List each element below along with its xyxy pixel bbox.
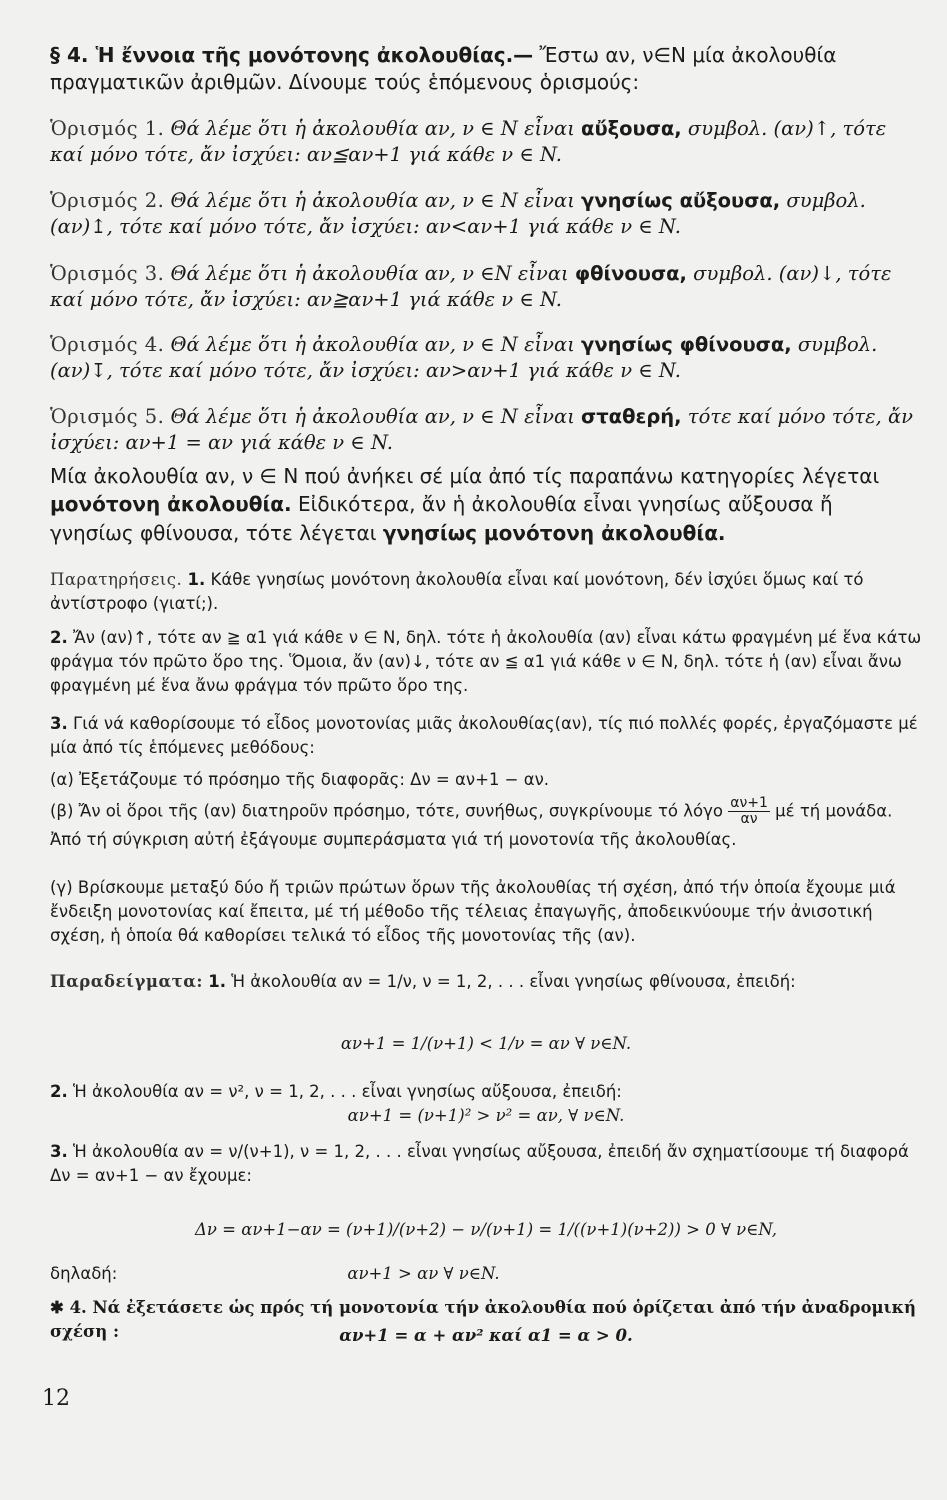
term-monotone: μονότονη ἀκολουθία. <box>50 492 292 517</box>
definition-text: συμβολ. (αν)↓, τότε καί μόνο τότε, ἄν ἰσχύει: αν≧αν+1 γιά κάθε ν ∈ N. <box>50 262 892 311</box>
remark-text: Κάθε γνησίως μονότονη ἀκολουθία εἶναι καί μονότονη, δέν ἰσχύει ὅμως καί τό ἀντίστροφο (γιατί;). <box>50 570 864 613</box>
page-number: 12 <box>42 1386 70 1411</box>
method-c <box>50 876 922 948</box>
definition-1 <box>50 116 922 168</box>
definition-term: σταθερή, <box>581 405 682 428</box>
example-3 <box>50 1140 922 1188</box>
definition-label: Ὁρισμός 4. <box>50 333 165 356</box>
example-number: 3. <box>50 1142 68 1161</box>
definition-text: Θά λέμε ὅτι ἡ ἀκολουθία αν, ν ∈N εἶναι <box>170 262 569 285</box>
paragraph-text: Εἰδικότερα, ἄν ἡ ἀκολουθία εἶναι γνησίως αὔξουσα ἤ γνησίως φθίνουσα, τότε λέγεται <box>50 492 833 545</box>
remark-text: Γιά νά καθορίσουμε τό εἶδος μονοτονίας μιᾶς ἀκολουθίας(αν), τίς πιό πολλές φορές, ἐργαζόμαστε μέ μία ἀπό τίς ἑπόμενες μεθόδους: <box>50 714 918 757</box>
remark-number: 1. <box>187 570 206 589</box>
fraction-numerator: αν+1 <box>730 795 768 811</box>
definition-label: Ὁρισμός 2. <box>50 189 165 212</box>
method-text: μέ τή μονάδα. Ἀπό τή σύγκριση αὐτή ἐξάγουμε συμπεράσματα γιά τή μονοτονία τῆς ἀκολουθίας. <box>50 801 893 849</box>
method-text: (β) Ἄν οἱ ὅροι τῆς (αν) διατηροῦν πρόσημο, τότε, συνήθως, συγκρίνουμε τό λόγο <box>50 801 723 821</box>
definition-4 <box>50 332 922 384</box>
definition-3 <box>50 261 922 313</box>
definition-label: Ὁρισμός 5. <box>50 405 165 428</box>
example-1 <box>50 970 922 994</box>
example-1-formula <box>50 1032 922 1056</box>
definition-label: Ὁρισμός 1. <box>50 117 165 140</box>
section-intro: Ἔστω αν, ν∈N μία ἀκολουθία πραγματικῶν ἀριθμῶν. Δίνουμε τούς ἑπόμενους ὁρισμούς: <box>50 43 837 94</box>
method-text: (α) Ἐξετάζουμε τό πρόσημο τῆς διαφορᾶς: Δν = αν+1 − αν. <box>50 770 550 789</box>
example-text: Ἡ ἀκολουθία αν = ν/(ν+1), ν = 1, 2, . . . εἶναι γνησίως αὔξουσα, ἐπειδή ἄν σχηματίσουμε τή διαφορά Δν = αν+1 − αν ἔχουμε: <box>50 1142 909 1185</box>
exercise-number: ✱ 4. <box>50 1298 87 1317</box>
definition-term: γνησίως αὔξουσα, <box>581 189 781 212</box>
section-paragraph <box>50 42 922 95</box>
conclusion-label: δηλαδή: <box>50 1264 118 1283</box>
remark-number: 2. <box>50 628 68 647</box>
method-b <box>50 796 922 852</box>
example-text: Ἡ ἀκολουθία αν = 1/ν, ν = 1, 2, . . . εἶναι γνησίως φθίνουσα, ἐπειδή: <box>231 972 796 991</box>
definition-text: Θά λέμε ὅτι ἡ ἀκολουθία αν, ν ∈ N εἶναι <box>170 117 575 140</box>
definition-term: αὔξουσα, <box>581 117 682 140</box>
definition-5 <box>50 404 922 456</box>
example-number: 1. <box>208 972 227 991</box>
example-text: Ἡ ἀκολουθία αν = ν², ν = 1, 2, . . . εἶναι γνησίως αὔξουσα, ἐπειδή: <box>73 1082 622 1101</box>
paragraph-text: Μία ἀκολουθία αν, ν ∈ N πού ἀνήκει σέ μία ἀπό τίς παραπάνω κατηγορίες λέγεται <box>50 464 880 488</box>
exercise-4-formula <box>50 1324 922 1348</box>
fraction-denominator: αν <box>740 811 758 828</box>
definition-2 <box>50 188 922 240</box>
method-a <box>50 768 922 792</box>
remarks-label: Παρατηρήσεις. <box>50 570 183 589</box>
example-2 <box>50 1080 922 1104</box>
remark-text: Ἄν (αν)↑, τότε αν ≧ α1 γιά κάθε ν ∈ N, δηλ. τότε ἡ ἀκολουθία (αν) εἶναι κάτω φραγμένη μέ ἕνα κάτω φράγμα τόν πρῶτο ὅρο της. Ὅμοια, ἄν (αν)↓, τότε αν ≦ α1 γιά κάθε ν ∈ N, δηλ. τότε ἡ (αν) εἶναι ἄνω φραγμένη μέ ἕνα ἄνω φράγμα τόν πρῶτο ὅρο της. <box>50 628 922 695</box>
examples-label: Παραδείγματα: <box>50 972 204 991</box>
term-strictly-monotone: γνησίως μονότονη ἀκολουθία. <box>382 520 726 545</box>
monotone-paragraph <box>50 462 922 547</box>
formula: Δν = αν+1−αν = (ν+1)/(ν+2) − ν/(ν+1) = 1/((ν+1)(ν+2)) > 0 ∀ ν∈N, <box>194 1220 778 1239</box>
definition-text: συμβολ. (αν)↑, τότε καί μόνο τότε, ἄν ἰσχύει: αν≦αν+1 γιά κάθε ν ∈ N. <box>50 117 887 166</box>
remark-1 <box>50 568 922 616</box>
definition-text: συμβολ. (αν)↥, τότε καί μόνο τότε, ἄν ἰσχύει: αν<αν+1 γιά κάθε ν ∈ N. <box>50 189 866 238</box>
definition-text: τότε καί μόνο τότε, ἄν ἰσχύει: αν+1 = αν γιά κάθε ν ∈ N. <box>50 405 913 454</box>
section-heading: § 4. Ἡ ἔννοια τῆς μονότονης ἀκολουθίας.— <box>50 43 534 67</box>
formula: αν+1 > αν ∀ ν∈N. <box>347 1264 500 1283</box>
method-text: (γ) Βρίσκουμε μεταξύ δύο ἤ τριῶν πρώτων ὅρων τῆς ἀκολουθίας τή σχέση, ἀπό τήν ὁποία ἔχουμε μιά ἔνδειξη μονοτονίας καί ἔπειτα, μέ τή μέθοδο τῆς τέλειας ἐπαγωγῆς, ἀποδεικνύουμε τήν ἀνισοτική σχέση, ἡ ὁποία θά καθορίσει τελικά τό εἶδος τῆς μονοτονίας τῆς (αν). <box>50 878 896 945</box>
exercise-text: Νά ἐξετάσετε ὡς πρός τή μονοτονία τήν ἀκολουθία πού ὁρίζεται ἀπό τήν ἀναδρομική σχέση : <box>50 1298 916 1341</box>
definition-label: Ὁρισμός 3. <box>50 262 165 285</box>
example-number: 2. <box>50 1082 68 1101</box>
example-3-conclusion <box>50 1262 922 1286</box>
remark-number: 3. <box>50 714 68 733</box>
definition-text: συμβολ. (αν)↧, τότε καί μόνο τότε, ἄν ἰσχύει: αν>αν+1 γιά κάθε ν ∈ N. <box>50 333 878 382</box>
ratio-fraction <box>728 796 770 828</box>
formula: αν+1 = (ν+1)² > ν² = αν, ∀ ν∈N. <box>347 1106 625 1125</box>
definition-text: Θά λέμε ὅτι ἡ ἀκολουθία αν, ν ∈ N εἶναι <box>170 189 575 212</box>
remark-3 <box>50 712 922 760</box>
definition-text: Θά λέμε ὅτι ἡ ἀκολουθία αν, ν ∈ N εἶναι <box>170 405 575 428</box>
formula: αν+1 = 1/(ν+1) < 1/ν = αν ∀ ν∈N. <box>340 1034 632 1053</box>
example-2-formula <box>50 1104 922 1128</box>
definition-text: Θά λέμε ὅτι ἡ ἀκολουθία αν, ν ∈ N εἶναι <box>170 333 575 356</box>
definition-term: φθίνουσα, <box>574 262 687 285</box>
example-3-formula <box>50 1218 922 1242</box>
formula: αν+1 = α + αν² καί α1 = α > 0. <box>339 1326 633 1345</box>
definition-term: γνησίως φθίνουσα, <box>581 333 792 356</box>
remark-2 <box>50 626 922 698</box>
